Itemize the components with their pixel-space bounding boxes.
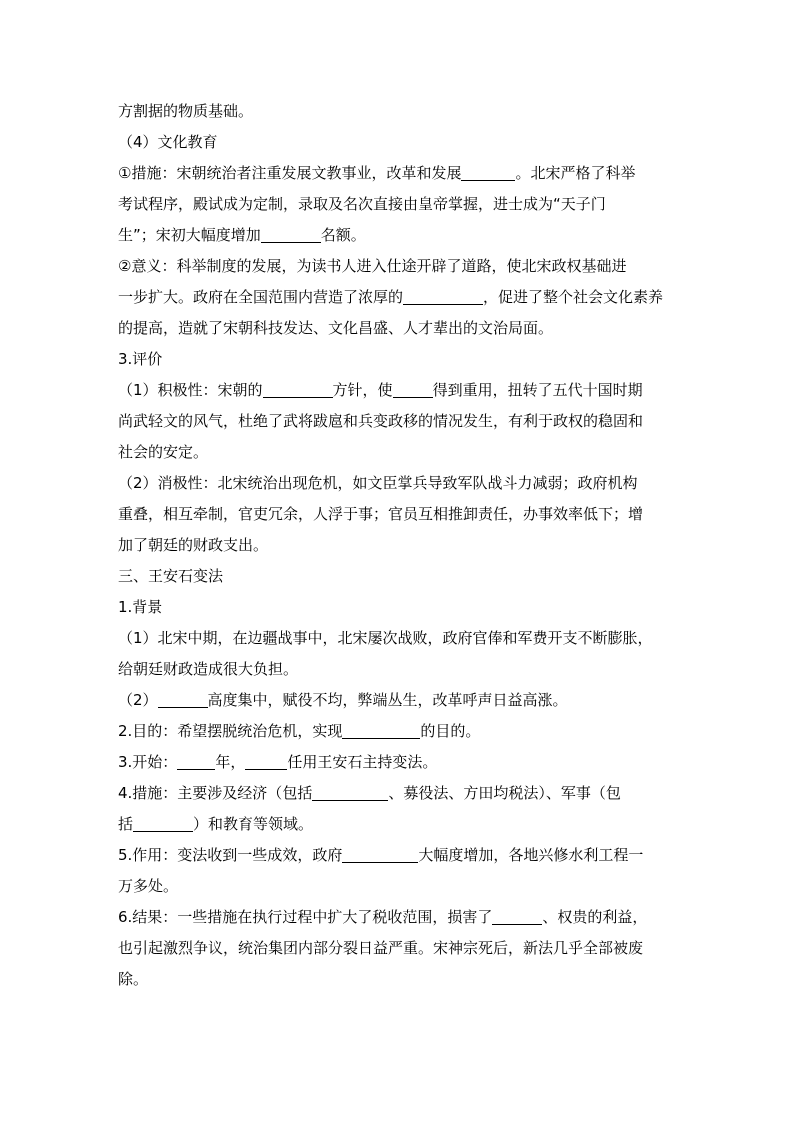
text-segment: 三、王安石变法 xyxy=(118,567,224,585)
text-line xyxy=(118,375,678,406)
fill-in-blank[interactable] xyxy=(403,286,483,305)
text-segment: 、募役法、方田均税法）、军事（包 xyxy=(388,784,621,802)
text-line xyxy=(118,530,678,561)
text-line xyxy=(118,499,678,530)
fill-in-blank[interactable] xyxy=(342,720,420,739)
text-segment: 方针，使 xyxy=(332,381,393,399)
text-line xyxy=(118,437,678,468)
text-line xyxy=(118,778,678,809)
text-segment: 考试程序，殿试成为定制，录取及名次直接由皇帝掌握，进士成为“天子门 xyxy=(118,195,606,213)
text-segment: 也引起激烈争议，统治集团内部分裂日益严重。宋神宗死后，新法几乎全部被废 xyxy=(118,939,644,957)
fill-in-blank[interactable] xyxy=(461,162,515,181)
text-line xyxy=(118,313,678,344)
text-segment: 5.作用：变法收到一些成效，政府 xyxy=(118,846,343,864)
text-line xyxy=(118,406,678,437)
text-segment: 名额。 xyxy=(320,226,366,244)
text-segment: 重叠，相互牵制，官吏冗余，人浮于事；官员互相推卸责任，办事效率低下；增 xyxy=(118,505,644,523)
fill-in-blank[interactable] xyxy=(133,813,193,832)
text-segment: 。北宋严格了科举 xyxy=(515,164,636,182)
text-segment: 任用王安石主持变法。 xyxy=(287,753,438,771)
text-line xyxy=(118,220,678,251)
text-segment: 一步扩大。政府在全国范围内营造了浓厚的 xyxy=(118,288,404,306)
text-segment: 6.结果：一些措施在执行过程中扩大了税收范围，损害了 xyxy=(118,908,493,926)
text-line xyxy=(118,809,678,840)
text-line xyxy=(118,840,678,871)
text-segment: 加了朝廷的财政支出。 xyxy=(118,536,269,554)
text-line xyxy=(118,716,678,747)
text-line xyxy=(118,685,678,716)
text-line xyxy=(118,189,678,220)
text-line xyxy=(118,96,678,127)
text-line xyxy=(118,933,678,964)
fill-in-blank[interactable] xyxy=(158,689,208,708)
text-segment: （2） xyxy=(118,691,158,709)
text-segment: 1.背景 xyxy=(118,598,163,616)
text-segment: ①措施：宋朝统治者注重发展文教事业，改革和发展 xyxy=(118,164,462,182)
fill-in-blank[interactable] xyxy=(393,379,433,398)
text-segment: 、权贵的利益， xyxy=(542,908,648,926)
text-line xyxy=(118,623,678,654)
fill-in-blank[interactable] xyxy=(177,751,215,770)
text-segment: （1）积极性：宋朝的 xyxy=(118,381,263,399)
text-line xyxy=(118,561,678,592)
text-segment: ）和教育等领域。 xyxy=(193,815,314,833)
text-segment: 社会的安定。 xyxy=(118,443,209,461)
text-segment: 除。 xyxy=(118,970,149,988)
text-line xyxy=(118,158,678,189)
fill-in-blank[interactable] xyxy=(261,224,321,243)
text-segment: 万多处。 xyxy=(118,877,179,895)
text-line xyxy=(118,251,678,282)
text-segment: （1）北宋中期，在边疆战事中，北宋屡次战败，政府官俸和军费开支不断膨胀， xyxy=(118,629,653,647)
text-line xyxy=(118,902,678,933)
text-segment: 3.评价 xyxy=(118,350,163,368)
text-segment: 2.目的：希望摆脱统治危机，实现 xyxy=(118,722,343,740)
text-line xyxy=(118,871,678,902)
text-segment: 3.开始： xyxy=(118,753,178,771)
document-body xyxy=(118,96,678,995)
text-segment: ②意义：科举制度的发展，为读书人进入仕途开辟了道路，使北宋政权基础进 xyxy=(118,257,627,275)
text-segment: 4.措施：主要涉及经济（包括 xyxy=(118,784,313,802)
text-line xyxy=(118,468,678,499)
fill-in-blank[interactable] xyxy=(263,379,333,398)
text-line xyxy=(118,654,678,685)
text-segment: 大幅度增加，各地兴修水利工程一 xyxy=(418,846,644,864)
fill-in-blank[interactable] xyxy=(342,844,418,863)
text-line xyxy=(118,127,678,158)
text-line xyxy=(118,964,678,995)
text-line xyxy=(118,344,678,375)
text-segment: 生”；宋初大幅度增加 xyxy=(118,226,261,244)
text-segment: 括 xyxy=(118,815,134,833)
text-segment: 尚武轻文的风气，杜绝了武将跋扈和兵变政移的情况发生，有利于政权的稳固和 xyxy=(118,412,644,430)
text-line xyxy=(118,282,678,313)
text-segment: （2）消极性：北宋统治出现危机，如文臣掌兵导致军队战斗力减弱；政府机构 xyxy=(118,474,638,492)
text-segment: 的提高，造就了宋朝科技发达、文化昌盛、人才辈出的文治局面。 xyxy=(118,319,554,337)
text-line xyxy=(118,747,678,778)
text-segment: 年， xyxy=(215,753,246,771)
text-segment: 高度集中，赋役不均，弊端丛生，改革呼声日益高涨。 xyxy=(207,691,568,709)
text-segment: 给朝廷财政造成很大负担。 xyxy=(118,660,299,678)
fill-in-blank[interactable] xyxy=(312,782,388,801)
text-segment: 方割据的物质基础。 xyxy=(118,102,254,120)
text-segment: 的目的。 xyxy=(420,722,481,740)
fill-in-blank[interactable] xyxy=(492,906,542,925)
text-segment: 得到重用，扭转了五代十国时期 xyxy=(432,381,643,399)
text-segment: ，促进了整个社会文化素养 xyxy=(483,288,664,306)
text-line xyxy=(118,592,678,623)
text-segment: （4）文化教育 xyxy=(118,133,218,151)
fill-in-blank[interactable] xyxy=(245,751,287,770)
